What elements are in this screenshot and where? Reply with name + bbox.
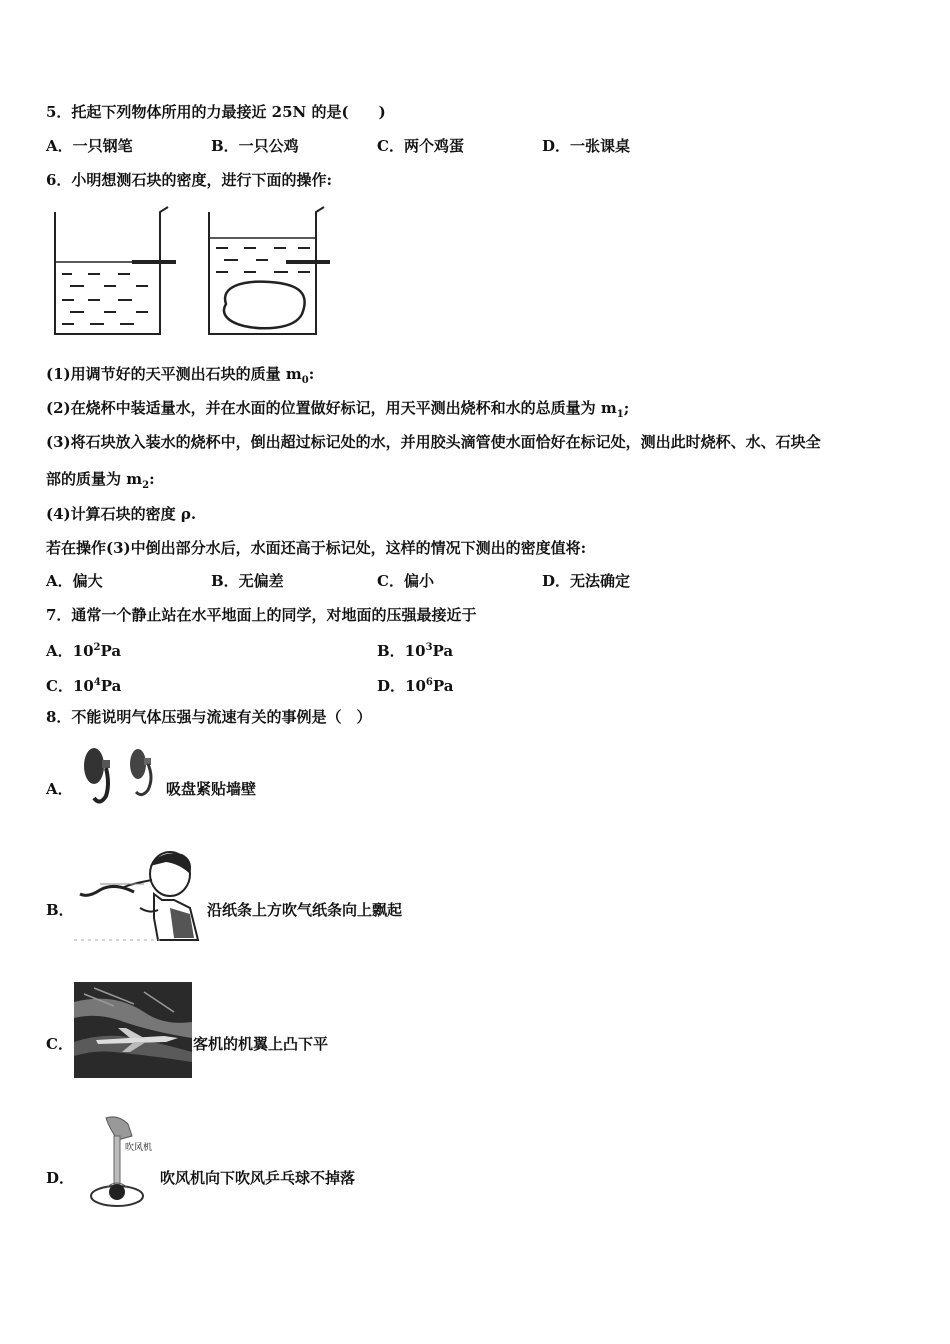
q5-option-a[interactable]: A．一只钢笔 xyxy=(46,137,133,155)
blowing-paper-image xyxy=(70,848,206,948)
q6-option-d[interactable]: D．无法确定 xyxy=(542,572,631,590)
q8-stem: 8．不能说明气体压强与流速有关的事例是（ ） xyxy=(46,708,372,726)
beaker-diagram xyxy=(48,206,338,340)
q8-option-d-caption: 吹风机向下吹风乒乓球不掉落 xyxy=(160,1169,356,1187)
airplane-icon xyxy=(74,982,192,1078)
q7-option-c[interactable]: C．$10^4Pa$ xyxy=(46,677,122,695)
airplane-wing-image xyxy=(74,982,192,1082)
q7-option-b[interactable]: B．$10^3Pa$ xyxy=(377,642,454,660)
q6-step1: (1)用调节好的天平测出石块的质量 $m_0$: xyxy=(46,365,315,386)
q5-option-d[interactable]: D．一张课桌 xyxy=(542,137,631,155)
q6-step2: (2)在烧杯中装适量水，并在水面的位置做好标记，用天平测出烧杯和水的总质量为 $m_1$; xyxy=(46,399,630,420)
hairdryer-label: 吹风机 xyxy=(125,1143,153,1153)
q7-option-d[interactable]: D．$10^6Pa$ xyxy=(377,677,454,695)
q6-stem: 6．小明想测石块的密度，进行下面的操作: xyxy=(46,171,332,189)
q6-question: 若在操作(3)中倒出部分水后，水面还高于标记处，这样的情况下测出的密度值将: xyxy=(46,539,587,557)
q8-option-c-caption: 客机的机翼上凸下平 xyxy=(193,1035,329,1053)
q6-step3-line1: (3)将石块放入装水的烧杯中，倒出超过标记处的水，并用胶头滴管使水面恰好在标记处，测出此时烧杯、水、石块全 xyxy=(46,433,821,451)
q6-option-a[interactable]: A．偏大 xyxy=(46,572,103,590)
q8-option-b-caption: 沿纸条上方吹气纸条向上飘起 xyxy=(207,901,403,919)
q6-option-b[interactable]: B．无偏差 xyxy=(211,572,284,590)
q7-option-a[interactable]: A．$10^2Pa$ xyxy=(46,642,122,660)
q6-step4: (4)计算石块的密度 ρ. xyxy=(46,505,197,523)
boy-blowing-icon xyxy=(70,848,206,944)
beaker-with-stone xyxy=(209,207,330,334)
q8-option-d-letter[interactable]: D． xyxy=(46,1169,75,1187)
q8-option-b-letter[interactable]: B． xyxy=(46,901,74,919)
hairdryer-image xyxy=(88,1116,158,1216)
hairdryer-icon xyxy=(88,1116,158,1212)
q8-option-c-letter[interactable]: C． xyxy=(46,1035,73,1053)
suction-cup-icon xyxy=(76,744,166,814)
q8-option-a-letter[interactable]: A． xyxy=(46,780,73,798)
beaker-water-only xyxy=(55,207,176,334)
beaker-figures xyxy=(48,206,338,344)
q7-stem: 7．通常一个静止站在水平地面上的同学，对地面的压强最接近于 xyxy=(46,606,477,624)
q8-option-a-caption: 吸盘紧贴墙壁 xyxy=(166,780,257,798)
q6-option-c[interactable]: C．偏小 xyxy=(377,572,434,590)
q5-option-c[interactable]: C．两个鸡蛋 xyxy=(377,137,464,155)
suction-cup-image xyxy=(76,744,166,818)
q5-stem: 5．托起下列物体所用的力最接近 25N 的是( ) xyxy=(46,103,386,121)
q6-step3-line2: 部的质量为 $m_2$: xyxy=(46,470,155,491)
q5-option-b[interactable]: B．一只公鸡 xyxy=(211,137,299,155)
